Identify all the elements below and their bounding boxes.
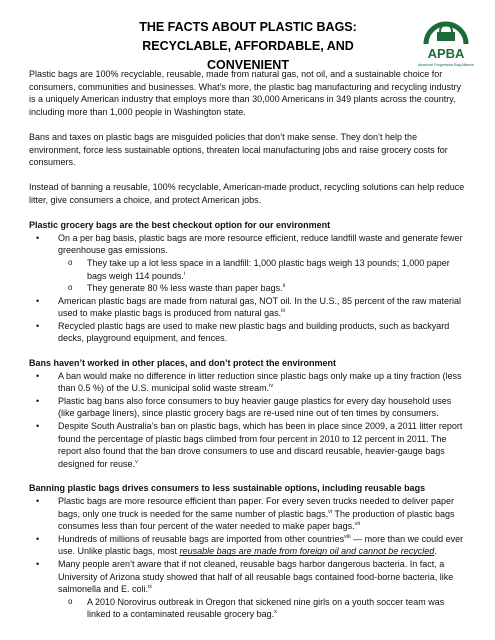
list-item: • Hundreds of millions of reusable bags are imported from other countries$^{viii}$ — more than we could ever use. Unlike plastic bags, most reusable bags are made from foreign oil and cannot be recycled. — [29, 533, 469, 558]
list-item: • Many people aren’t aware that if not cleaned, reusable bags harbor dangerous bacteria. In fact, a University of Arizona study showed that half of all reusable bags contained food-borne bacteria, like salmonella and E. coli.$^{ix}$ o A 2010 Norovirus outbreak in Oregon that sickened nine girls on a youth soccer team was linked to a contaminated reusable grocery bag.$^x$ — [29, 558, 469, 621]
list-item: • American plastic bags are made from natural gas, NOT oil. In the U.S., 85 percent of the raw material used to make plastic bags is produced from natural gas.$^{iii}$ — [29, 295, 469, 320]
list-item: • Despite South Australia’s ban on plastic bags, which has been in place since 2009, a 2011 litter report found the percentage of plastic bags climbed from four percent in 2010 to 12 percent in 2011. The report also found that the ban drove consumers to use and discard reusable, heavier-gauge bags designed for reuse.$^v$ — [29, 420, 469, 470]
endnote-ref: vii — [354, 521, 360, 528]
intro-paragraph-1: Plastic bags are 100% recyclable, reusable, made from natural gas, not oil, and a sustainable choice for consumers, communities and businesses. What’s more, the plastic bag manufacturing and recycling industry is a uniquely American industry that employs more than 30,000 Americans in 349 plants across the country, including more than 1,000 people in Washington state. — [29, 69, 462, 117]
list-item: • A ban would make no difference in litter reduction since plastic bags only make up a tiny fraction (less than 0.5 %) of the U.S. municipal solid waste stream.$^{iv}$ — [29, 370, 469, 395]
section-heading-alternatives: Banning plastic bags drives consumers to less sustainable options, including reusable bags — [29, 483, 426, 494]
title-line-1: THE FACTS ABOUT PLASTIC BAGS: — [139, 20, 357, 34]
bullet-list-alternatives — [29, 495, 469, 621]
logo-text: APBA — [427, 46, 465, 61]
logo-subtext: American Progressive Bag Alliance — [418, 63, 474, 67]
intro-paragraph-2: Bans and taxes on plastic bags are misguided policies that don’t make sense. They don’t help the environment, force less sustainable options, threaten local manufacturing jobs and raise grocery costs for consumers. — [29, 131, 448, 168]
intro-paragraph-3: Instead of banning a reusable, 100% recyclable, American-made product, recycling solutions can help reduce litter, give consumers a choice, and protect American jobs. — [29, 182, 465, 205]
endnote-ref: x — [274, 609, 277, 616]
sub-bullet-list — [58, 257, 469, 295]
sub-list-item: o A 2010 Norovirus outbreak in Oregon that sickened nine girls on a youth soccer team was linked to a contaminated reusable grocery bag.$^x$ — [58, 596, 469, 621]
bullet-list-environment — [29, 232, 469, 345]
emphasized-text: reusable bags are made from foreign oil and cannot be recycled — [179, 546, 435, 557]
bullet-list-bans — [29, 370, 469, 471]
endnote-ref: ii — [282, 283, 286, 290]
apba-logo — [418, 14, 474, 76]
document-body — [29, 68, 469, 633]
endnote-ref: iii — [281, 308, 285, 315]
section-heading-bans: Bans haven’t worked in other places, and don’t protect the environment — [29, 358, 337, 369]
list-item: • Plastic bags are more resource efficient than paper. For every seven trucks needed to deliver paper bags, only one truck is needed for the same number of plastic bags.$^{vi}$ The production of plastic bags consumes less than four percent of the water needed to make paper bags.$^{vii}$ — [29, 495, 469, 533]
endnote-ref: viii — [344, 533, 351, 540]
list-item: • Recycled plastic bags are used to make new plastic bags and building products, such as backyard decks, playground equipment, and fences. — [29, 320, 469, 345]
document-title — [118, 18, 378, 75]
title-line-2: RECYCLABLE, AFFORDABLE, AND CONVENIENT — [142, 39, 354, 72]
endnote-ref: iv — [269, 383, 274, 390]
endnote-ref: ix — [148, 584, 153, 591]
endnote-ref: i — [183, 270, 186, 277]
sub-bullet-list — [58, 596, 469, 621]
sub-list-item: o They take up a lot less space in a landfill: 1,000 plastic bags weigh 13 pounds; 1,000 paper bags weigh 114 pounds.$^i$ — [58, 257, 469, 282]
list-item: • Plastic bag bans also force consumers to buy heavier gauge plastics for every day household uses (like garbage liners), since plastic grocery bags are re-used nine out of ten times by consumers. — [29, 395, 469, 420]
list-item: • On a per bag basis, plastic bags are more resource efficient, reduce landfill waste and generate fewer greenhouse gas emissions. o They take up a lot less space in a landfill: 1,000 plastic bags weigh 13 pounds; 1,000 paper bags weigh 114 pounds.$^i$ o They generate 80 % less waste than paper bags.$^{ii}$ — [29, 232, 469, 295]
sub-list-item: o They generate 80 % less waste than paper bags.$^{ii}$ — [58, 282, 469, 295]
endnote-ref: vi — [328, 508, 333, 515]
endnote-ref: v — [135, 458, 138, 465]
section-heading-environment: Plastic grocery bags are the best checkout option for our environment — [29, 220, 331, 231]
